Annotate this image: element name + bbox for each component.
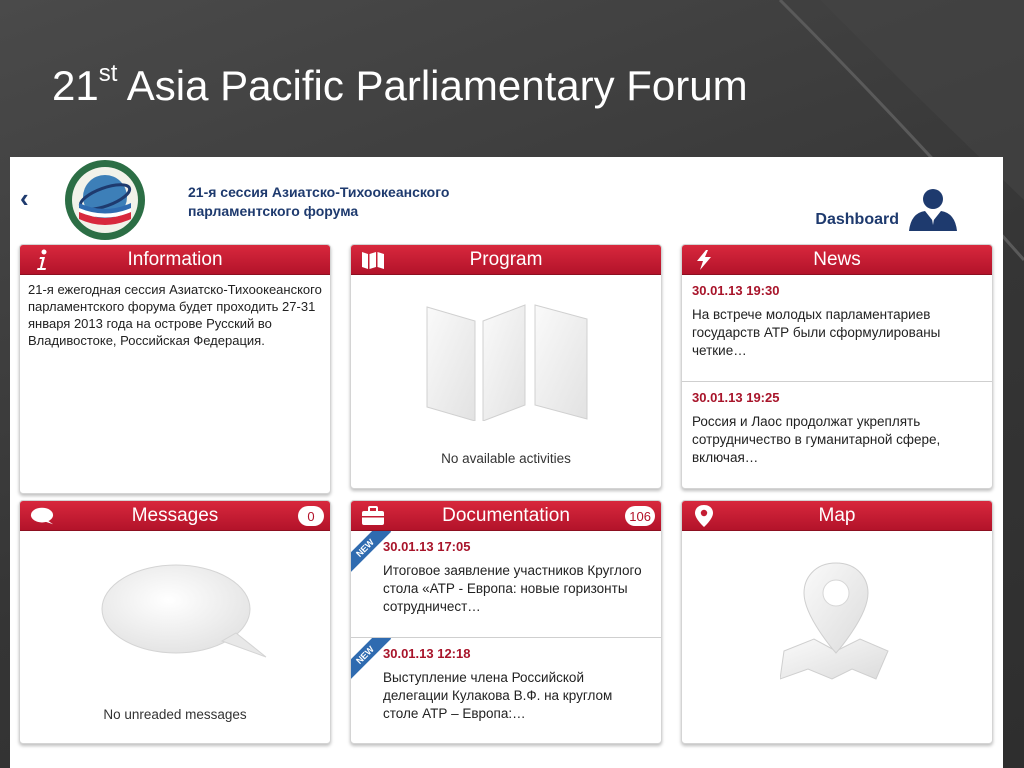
app-header-title: 21-я сессия Азиатско-Тихоокеанского парламентского форума xyxy=(188,184,450,219)
messages-count-badge: 0 xyxy=(298,506,324,526)
news-tile[interactable] xyxy=(681,244,993,489)
chat-bubble-placeholder-icon xyxy=(94,563,274,663)
document-item[interactable] xyxy=(351,637,661,744)
app-screenshot xyxy=(10,157,1003,768)
back-chevron-icon[interactable]: ‹ xyxy=(20,183,29,213)
map-book-icon xyxy=(361,249,385,271)
news-item-text: Россия и Лаос продолжат укреплять сотрудничество в гуманитарной сфере, включая… xyxy=(692,414,941,465)
information-title: Information xyxy=(127,248,223,270)
news-title: News xyxy=(813,248,861,270)
map-pin-icon xyxy=(692,505,716,527)
new-ribbon: NEW xyxy=(351,531,391,574)
document-item-date: 30.01.13 12:18 xyxy=(383,646,471,661)
new-ribbon: NEW xyxy=(351,637,391,681)
document-item-date: 30.01.13 17:05 xyxy=(383,539,471,554)
messages-tile[interactable] xyxy=(19,500,331,744)
program-tile[interactable] xyxy=(350,244,662,489)
information-text: 21-я ежегодная сессия Азиатско-Тихоокеанского парламентского форума будет проходить 27-31 января 2013 года на острове Русский во Владивостоке, Российская Федерация. xyxy=(28,282,322,348)
info-icon xyxy=(30,249,54,271)
documentation-tile[interactable] xyxy=(350,500,662,744)
program-empty-text: No available activities xyxy=(441,451,571,466)
speech-bubble-icon xyxy=(30,505,54,527)
news-item-text: На встрече молодых парламентариев государств АТР были сформулированы четкие… xyxy=(692,307,941,358)
map-placeholder-icon xyxy=(780,561,892,681)
map-tile[interactable] xyxy=(681,500,993,744)
messages-title: Messages xyxy=(131,504,219,526)
lightning-icon xyxy=(692,249,716,271)
map-header xyxy=(682,501,992,531)
forum-logo xyxy=(64,159,146,241)
news-item[interactable] xyxy=(682,275,992,381)
dashboard-label: Dashboard xyxy=(815,211,899,228)
news-item-date: 30.01.13 19:25 xyxy=(692,390,780,405)
briefcase-icon xyxy=(361,505,385,527)
documentation-title: Documentation xyxy=(442,504,570,526)
map-title: Map xyxy=(818,504,856,526)
news-item-date: 30.01.13 19:30 xyxy=(692,283,780,298)
documentation-header xyxy=(351,501,661,531)
slide-title: 21st Asia Pacific Parliamentary Forum xyxy=(52,60,748,109)
user-icon xyxy=(905,187,961,231)
document-item-text: Выступление члена Российской делегации Кулакова В.Ф. на круглом столе АТР – Европа:… xyxy=(383,670,613,721)
folded-map-icon xyxy=(423,301,591,421)
news-item[interactable] xyxy=(682,381,992,487)
information-tile[interactable] xyxy=(19,244,331,494)
program-title: Program xyxy=(469,248,543,270)
document-item[interactable] xyxy=(351,531,661,637)
messages-empty-text: No unreaded messages xyxy=(103,707,247,722)
news-header xyxy=(682,245,992,275)
program-header xyxy=(351,245,661,275)
dashboard-button[interactable] xyxy=(815,187,961,231)
document-item-text: Итоговое заявление участников Круглого стола «АТР - Европа: новые горизонты сотрудничест… xyxy=(383,563,642,614)
documentation-count-badge: 106 xyxy=(625,506,655,526)
information-header xyxy=(20,245,330,275)
messages-header xyxy=(20,501,330,531)
